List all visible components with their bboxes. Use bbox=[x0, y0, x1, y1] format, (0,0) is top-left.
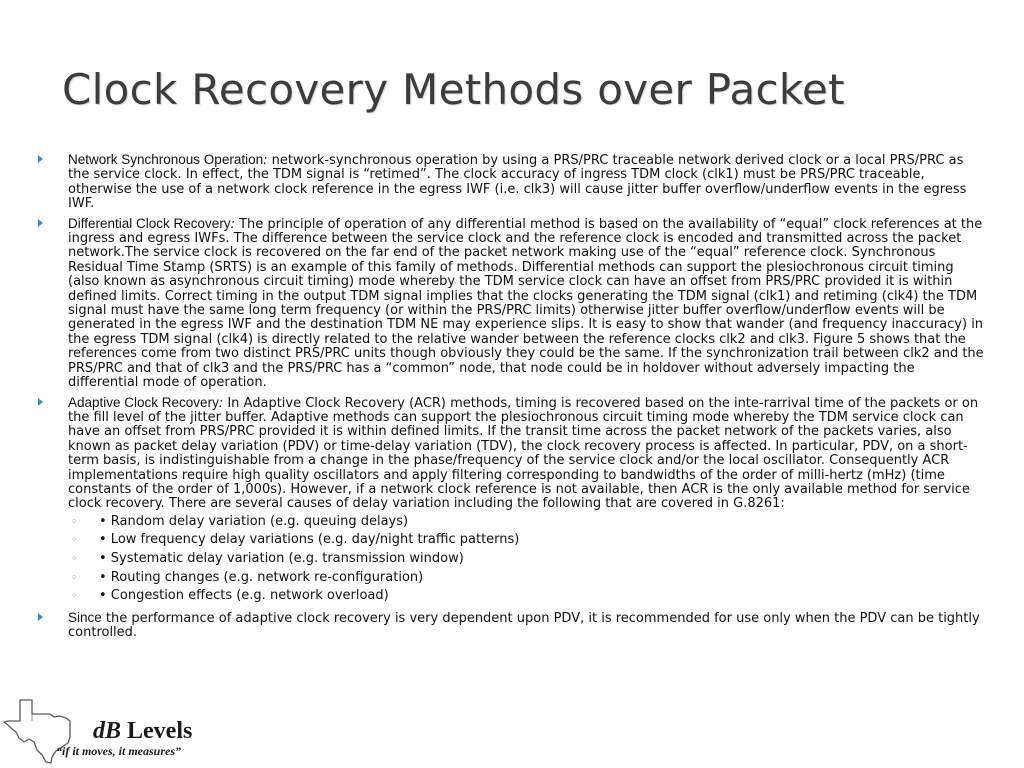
circle-bullet-icon: ◦ bbox=[71, 589, 78, 603]
logo-wordmark bbox=[93, 718, 192, 744]
bullet-colon: : bbox=[218, 395, 224, 411]
bullet-term: Since bbox=[68, 609, 102, 625]
bullet-network-synchronous bbox=[38, 153, 988, 212]
list-item-text: • Low frequency delay variations (e.g. day/night traffic patterns) bbox=[99, 532, 520, 548]
logo-tagline: “if it moves, it measures” bbox=[56, 744, 181, 758]
slide-body bbox=[38, 153, 988, 646]
list-item-text: • Random delay variation (e.g. queuing delays) bbox=[99, 513, 409, 529]
bullet-since bbox=[38, 611, 988, 641]
list-item-text: • Systematic delay variation (e.g. transmission window) bbox=[99, 550, 464, 566]
logo-name-italic: dB bbox=[93, 718, 122, 744]
bullet-term: Adaptive Clock Recovery bbox=[68, 394, 219, 410]
circle-bullet-icon: ◦ bbox=[71, 551, 78, 565]
list-item bbox=[38, 533, 988, 552]
triangle-bullet-icon bbox=[38, 398, 43, 406]
list-item bbox=[38, 552, 988, 571]
slide-title: Clock Recovery Methods over Packet bbox=[62, 65, 845, 114]
triangle-bullet-icon bbox=[38, 155, 43, 163]
logo-name-rest: Levels bbox=[121, 718, 193, 744]
list-item bbox=[38, 571, 988, 590]
list-item-text: • Congestion effects (e.g. network overload) bbox=[99, 588, 389, 604]
bullet-adaptive-clock-recovery bbox=[38, 396, 988, 512]
circle-bullet-icon: ◦ bbox=[71, 533, 78, 547]
bullet-text: the performance of adaptive clock recovery is very dependent upon PDV, it is recommended for use only when the PDV can be tightly controlled. bbox=[68, 610, 980, 641]
list-item bbox=[38, 589, 988, 608]
bullet-differential-clock-recovery bbox=[38, 217, 988, 391]
delay-variation-causes-list bbox=[38, 515, 988, 608]
circle-bullet-icon: ◦ bbox=[71, 514, 78, 528]
bullet-text: network-synchronous operation by using a PRS/PRC traceable network derived clock or a local PRS/PRC as the service clock. In effect, the TDM signal is “retimed”. The clock accuracy of ingress TDM clock (clk1) must be PRS/PRC traceable, otherwise the use of a network clock reference in the egress IWF (i.e. clk3) will cause jitter buffer overflow/underflow events in the egress IWF. bbox=[68, 153, 967, 212]
bullet-term: Differential Clock Recovery bbox=[68, 215, 231, 231]
triangle-bullet-icon bbox=[38, 219, 43, 227]
bullet-text: The principle of operation of any differential method is based on the availability of “equal” clock references at the ingress and egress IWFs. The difference between the service clock and the reference clock is encoded and transmitted across the packet network.The service clock is recovered on the far end of the packet network making use of the “equal” reference clock. Synchronous Residual Time Stamp (SRTS) is an example of this family of methods. Differential methods can support the plesiochronous circuit timing (also known as asynchronous circuit timing) mode whereby the TDM service clock can have an offset from PRS/PRC provided it is within defined limits. Correct timing in the output TDM signal implies that the clocks generating the TDM signal (clk1) and retiming (clk4) the TDM signal must have the same long term frequency (or within the PRS/PRC limits) otherwise jitter buffer overflow/underflow events will be generated in the egress IWF and the destination TDM NE may experience slips. It is easy to show that wander (and frequency inaccuracy) in the egress TDM signal (clk4) is directly related to the relative wander between the reference clocks clk2 and clk3. Figure 5 shows that the references come from two distinct PRS/PRC units though obviously they could be the same. If the synchronization trail between clk2 and the PRS/PRC and that of clk3 and the PRS/PRC has a “common” node, that node could be in holdover without adversely impacting the differential mode of operation. bbox=[68, 216, 984, 391]
bullet-text: In Adaptive Clock Recovery (ACR) methods, timing is recovered based on the inte-rarrival time of the packets or on the fill level of the jitter buffer. Adaptive methods can support the plesiochronous circuit timing mode whereby the TDM service clock can have an offset from PRS/PRC provided it is within defined limits. If the transit time across the packet network of the packets varies, also known as packet delay variation (PDV) or time-delay variation (TDV), the clock recovery process is affected. In particular, PDV, on a short-term basis, is indistinguishable from a change in the phase/frequency of the service clock and/or the local oscillator. Consequently ACR implementations require high quality oscillators and apply filtering corresponding to bandwidths of the order of milli-hertz (mHz) (time constants of the order of 1,000s). However, if a network clock reference is not available, then ACR is the only available method for service clock recovery. There are several causes of delay variation including the following that are covered in G.8261: bbox=[68, 395, 979, 512]
bullet-colon: : bbox=[263, 153, 268, 168]
circle-bullet-icon: ◦ bbox=[71, 570, 78, 584]
triangle-bullet-icon bbox=[38, 613, 43, 621]
list-item bbox=[38, 515, 988, 534]
list-item-text: • Routing changes (e.g. network re-configuration) bbox=[99, 569, 424, 585]
bullet-term: Network Synchronous Operation bbox=[68, 152, 264, 167]
bullet-colon: : bbox=[230, 216, 235, 232]
